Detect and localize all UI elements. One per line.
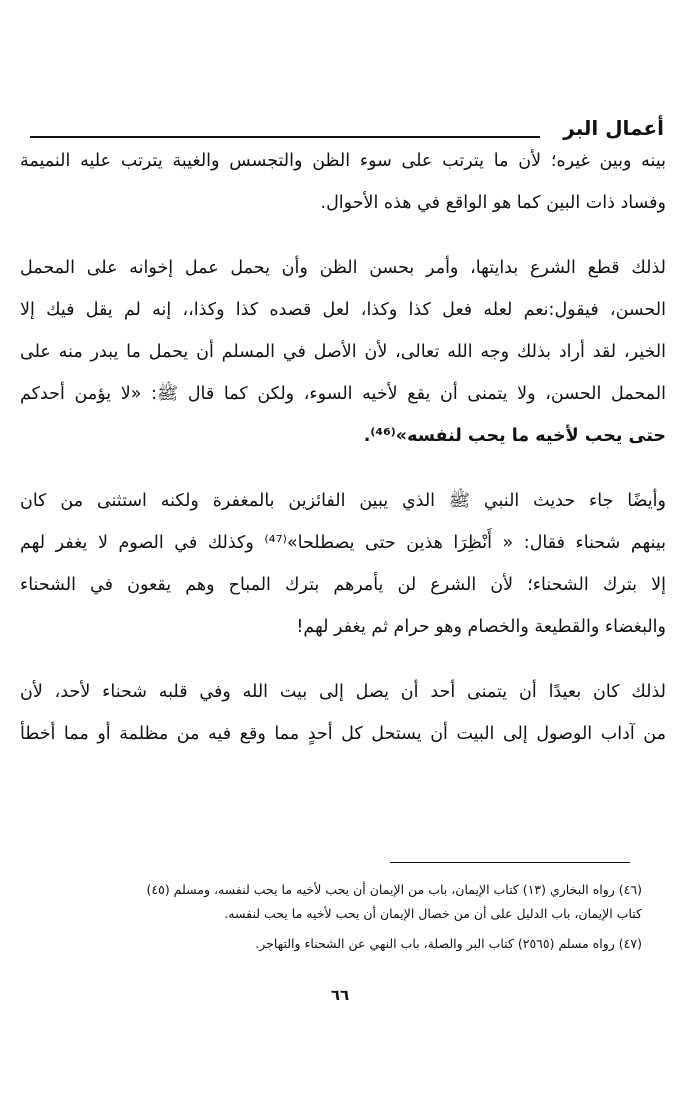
- page-number: ٦٦: [330, 986, 350, 1004]
- text-line: وفساد ذات البين كما هو الواقع في هذه الأحوال.: [320, 193, 666, 213]
- footnote-line: (٤٦) رواه البخاري (١٣) كتاب الإيمان، باب من الإيمان أن يحب لأخيه ما يحب لنفسه، ومسلم (٤٥): [146, 882, 642, 897]
- header-rule: [30, 136, 540, 138]
- paragraph-1: [20, 140, 666, 224]
- text-line: من آداب الوصول إلى البيت أن يستحل كل أحدٍ مما وقع فيه من مظلمة أو مما أخطأ: [20, 724, 666, 744]
- text-line: حتى يحب لأخيه ما يحب لنفسه»⁽⁴⁶⁾.: [363, 426, 666, 446]
- footnote-separator: [390, 862, 630, 863]
- text-line: بينه وبين غيره؛ لأن ما يترتب على سوء الظن والتجسس والغيبة يترتب عليه النميمة: [20, 151, 666, 171]
- footnotes: [40, 878, 642, 956]
- paragraph-4: [20, 671, 666, 755]
- text-line: لذلك قطع الشرع بدايتها، وأمر بحسن الظن وأن يحمل عمل إخوانه على المحمل: [20, 258, 666, 278]
- footnote-line: كتاب الإيمان، باب الدليل على أن من خصال الإيمان أن يحب لأخيه ما يحب لنفسه.: [224, 906, 642, 921]
- paragraph-2: [20, 247, 666, 457]
- text-line: وأيضًا جاء حديث النبي ﷺ الذي يبين الفائزين بالمغفرة ولكنه استثنى من كان: [20, 491, 666, 511]
- text-line: المحمل الحسن، ولا يتمنى أن يقع لأخيه السوء، ولكن كما قال ﷺ: «لا يؤمن أحدكم: [20, 384, 666, 404]
- footnote-line: (٤٧) رواه مسلم (٢٥٦٥) كتاب البر والصلة، باب النهي عن الشحناء والتهاجر.: [255, 936, 642, 951]
- text-line: بينهم شحناء فقال: « أَنْظِرَا هذين حتى يصطلحا»⁽⁴⁷⁾ وكذلك في الصوم لا يغفر لهم: [20, 533, 666, 553]
- body-text: [20, 140, 666, 778]
- text-line: والبغضاء والقطيعة والخصام وهو حرام ثم يغفر لهم!: [296, 617, 666, 637]
- text-line: الخير، لقد أراد بذلك وجه الله تعالى، لأن الأصل في المسلم أن يحمل ما يبدر منه على: [20, 342, 666, 362]
- text-line: الحسن، فيقول:نعم لعله فعل كذا وكذا، لعل قصده كذا وكذا،، إنه لم يقل فيك إلا: [20, 300, 666, 320]
- text-line: إلا بترك الشحناء؛ لأن الشرع لن يأمرهم بترك المباح وهم يقعون في الشحناء: [20, 575, 666, 595]
- paragraph-3: [20, 480, 666, 648]
- running-header-title: أعمال البر: [563, 116, 664, 140]
- text-line: لذلك كان بعيدًا أن يتمنى أحد أن يصل إلى بيت الله وفي قلبه شحناء لأحد، لأن: [20, 682, 666, 702]
